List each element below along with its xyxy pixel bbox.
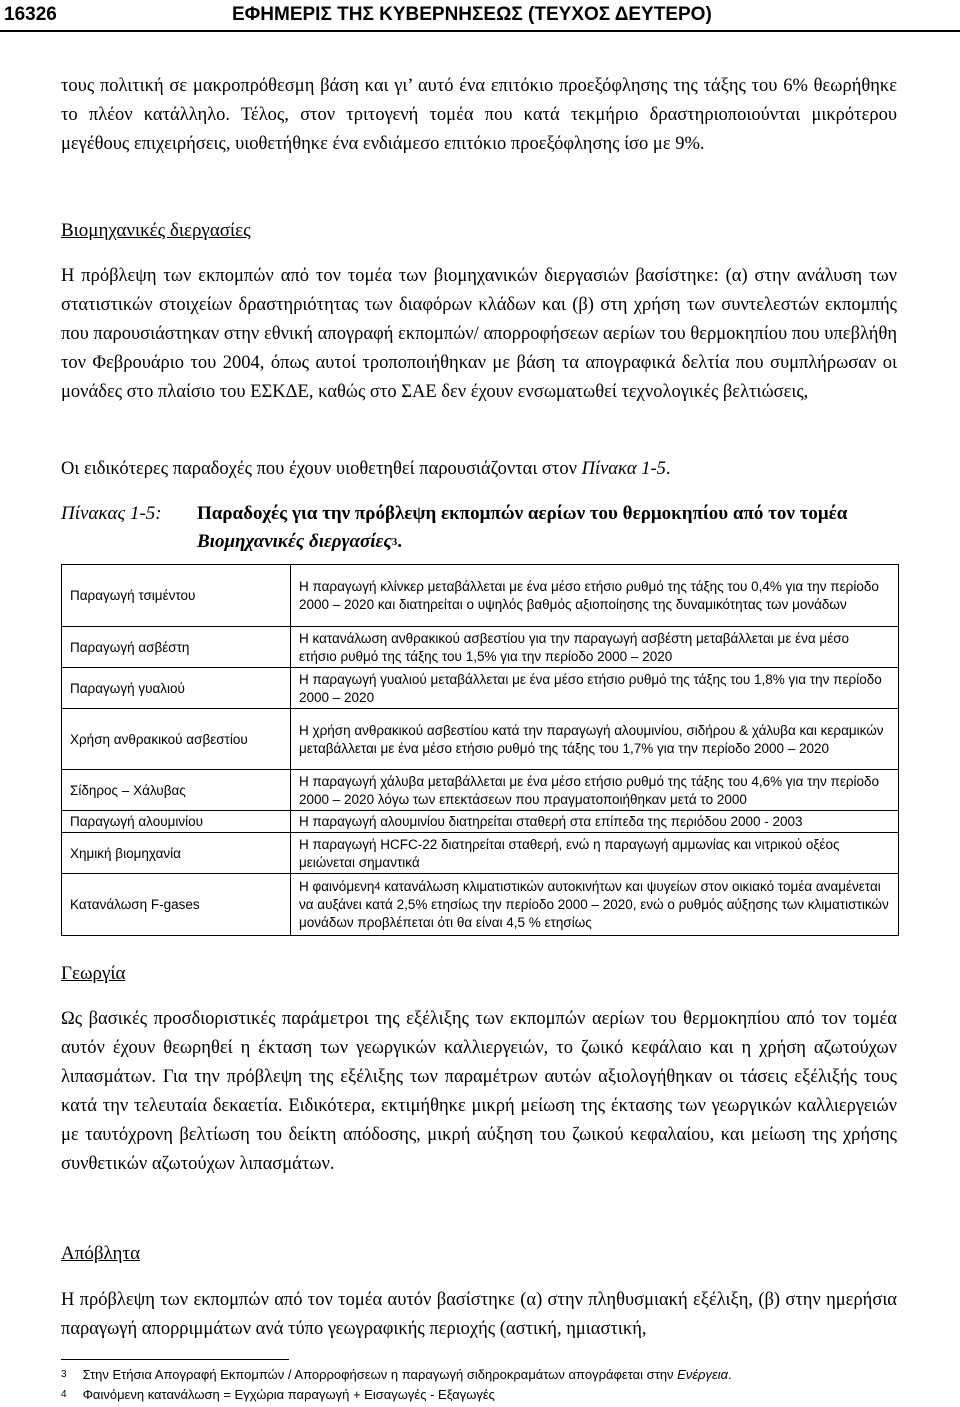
caption-italic-text: Βιομηχανικές διεργασίες [197,531,392,552]
table-row [62,770,899,811]
table-row [62,874,899,936]
table-reference-end: . [665,459,671,479]
assumption-cell: Η παραγωγή HCFC-22 διατηρείται σταθερή, ενώ η παραγωγή αμμωνίας και νιτρικού οξέος μειώνεται σημαντικά [291,833,899,874]
table-row [62,709,899,770]
sector-cell: Χημική βιομηχανία [62,833,291,874]
heading-industrial: Βιομηχανικές διεργασίες [61,220,251,241]
caption-main-text: Παραδοχές για την πρόβλεψη εκπομπών αερίων του θερμοκηπίου από τον τομέα [197,503,848,524]
caption-footnote-ref: 3 [391,536,398,548]
footnote-end: . [728,1367,732,1382]
sector-cell: Χρήση ανθρακικού ασβεστίου [62,709,291,770]
sector-cell: Παραγωγή γυαλιού [62,668,291,709]
table-row [62,811,899,833]
gazette-title: ΕΦΗΜΕΡΙΣ ΤΗΣ ΚΥΒΕΡΝΗΣΕΩΣ (ΤΕΥΧΟΣ ΔΕΥΤΕΡΟ) [232,4,712,25]
table-caption-text [197,500,897,556]
table-caption-label: Πίνακας 1-5: [61,503,162,524]
footnote-number: 4 [61,1389,67,1400]
sector-cell: Παραγωγή αλουμινίου [62,811,291,833]
sector-cell: Κατανάλωση F-gases [62,874,291,936]
intro-paragraph: τους πολιτική σε μακροπρόθεσμη βάση και γι’ αυτό ένα επιτόκιο προεξόφλησης της τάξης του 6% θεωρήθηκε το πλέον κατάλληλο. Τέλος, στον τριτογενή τομέα που κατά τεκμήριο δραστηριοποιούνται μικρότερου μεγέθους επιχειρήσεις, υιοθετήθηκε ένα ενδιάμεσο επιτόκιο προεξόφλησης ίσο με 9%. [61,76,897,154]
assumption-cell: Η κατανάλωση ανθρακικού ασβεστίου για την παραγωγή ασβέστη μεταβάλλεται με ένα μέσο ετήσιο ρυθμό της τάξης του 1,5% για την περίοδο 2000 – 2020 [291,627,899,668]
assumption-footnote-ref: 4 [374,881,381,893]
table-row [62,668,899,709]
assumption-cell: Η παραγωγή κλίνκερ μεταβάλλεται με ένα μέσο ετήσιο ρυθμό της τάξης του 0,4% για την περίοδο 2000 – 2020 και διατηρείται ο υψηλός βαθμός αξιοποίησης της δυναμικότητας των μονάδων [291,565,899,627]
agriculture-paragraph: Ως βασικές προσδιοριστικές παράμετροι της εξέλιξης των εκπομπών αερίων του θερμοκηπίου από τον τομέα αυτόν έχουν θεωρηθεί η έκταση των γεωργικών καλλιεργειών, το ζωικό κεφάλαιο και η χρήση αζωτούχων λιπασμάτων. Για την πρόβλεψη της εξέλιξης των παραμέτρων αυτών αξιολογήθηκαν οι τάσεις εξέλιξής τους κατά την τελευταία δεκαετία. Ειδικότερα, εκτιμήθηκε μικρή μείωση της έκτασης των γεωργικών καλλιεργειών με ταυτόχρονη βελτίωση του δείκτη απόδοσης, μικρή αύξηση του ζωικού κεφαλαίου, και μείωση της χρήσης συνθετικών αζωτούχων λιπασμάτων. [61,1009,897,1174]
page-number: 16326 [4,4,57,25]
footnote [61,1386,495,1404]
assumption-text-pre: Η φαινόμενη [299,879,375,894]
heading-waste: Απόβλητα [61,1243,141,1264]
footnote-text: Στην Ετήσια Απογραφή Εκπομπών / Απορροφήσεων η παραγωγή σιδηροκραμάτων απογράφεται στην [82,1367,678,1382]
table-row [62,627,899,668]
caption-end: . [397,531,403,552]
header-rule [0,30,960,32]
footnote-text: Φαινόμενη κατανάλωση = Εγχώρια παραγωγή + Εισαγωγές - Εξαγωγές [82,1387,495,1402]
sector-cell: Παραγωγή τσιμέντου [62,565,291,627]
footnote-number: 3 [61,1369,67,1380]
assumption-cell: Η παραγωγή γυαλιού μεταβάλλεται με ένα μέσο ετήσιο ρυθμό της τάξης του 1,8% για την περίοδο 2000 – 2020 [291,668,899,709]
footnote-rule [61,1359,289,1360]
heading-agriculture: Γεωργία [61,963,126,984]
industrial-paragraph: Η πρόβλεψη των εκπομπών από τον τομέα των βιομηχανικών διεργασιών βασίστηκε: (α) στην ανάλυση των στατιστικών στοιχείων δραστηριότητας των διαφόρων κλάδων και (β) στη χρήση των συντελεστών εκπομπής που παρουσιάστηκαν στην εθνική απογραφή εκπομπών/ απορροφήσεων αερίων του θερμοκηπίου που υπεβλήθη τον Φεβρουάριο του 2004, όπως αυτοί τροποποιήθηκαν με βάση τα απογραφικά δελτία που συμπλήρωσαν οι μονάδες στο πλαίσιο του ΕΣΚΔΕ, καθώς στο ΣΑΕ δεν έχουν ενσωματωθεί τεχνολογικές βελτιώσεις, [61,266,897,402]
sector-cell: Παραγωγή ασβέστη [62,627,291,668]
assumption-cell [291,874,899,936]
assumptions-table [61,564,899,936]
footnote-italic: Ενέργεια [677,1367,729,1382]
waste-paragraph: Η πρόβλεψη των εκπομπών από τον τομέα αυτόν βασίστηκε (α) στην πληθυσμιακή εξέλιξη, (β) στην ημερήσια παραγωγή απορριμμάτων ανά τύπο γεωγραφικής περιοχής (αστική, ημιαστική, [61,1290,897,1339]
assumption-cell: Η παραγωγή αλουμινίου διατηρείται σταθερή στα επίπεδα της περιόδου 2000 - 2003 [291,811,899,833]
table-reference-link: Πίνακα 1-5 [581,459,666,479]
table-row [62,833,899,874]
table-reference-text: Οι ειδικότερες παραδοχές που έχουν υιοθετηθεί παρουσιάζονται στον [61,459,582,479]
sector-cell: Σίδηρος – Χάλυβας [62,770,291,811]
assumption-cell: Η χρήση ανθρακικού ασβεστίου κατά την παραγωγή αλουμινίου, σιδήρου & χάλυβα και κεραμικών μεταβάλλεται με ένα μέσο ετήσιο ρυθμό της τάξης του 1,7% για την περίοδο 2000 – 2020 [291,709,899,770]
assumption-cell: Η παραγωγή χάλυβα μεταβάλλεται με ένα μέσο ετήσιο ρυθμό της τάξης του 4,6% για την περίοδο 2000 – 2020 λόγω των επεκτάσεων που πραγματοποιήθηκαν μετά το 2000 [291,770,899,811]
table-reference-sentence [61,455,897,484]
footnote [61,1366,732,1384]
assumption-text-post: κατανάλωση κλιματιστικών αυτοκινήτων και ψυγείων στον οικιακό τομέα αναμένεται να αυξάνει κατά 2,5% ετησίως την περίοδο 2000 – 2020, ενώ ο ρυθμός αύξησης των κλιματιστικών μονάδων προβλέπεται ότι θα είναι 4,5 % ετησίως [299,879,889,930]
table-row [62,565,899,627]
running-header [0,0,960,28]
